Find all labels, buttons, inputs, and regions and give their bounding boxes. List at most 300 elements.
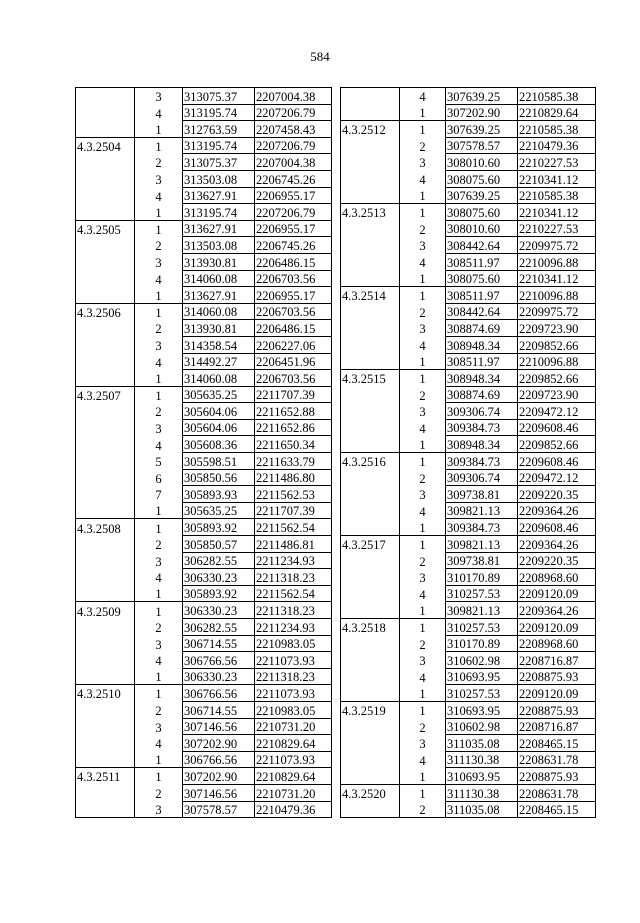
point-number-cell: 1	[155, 288, 162, 303]
table-row	[341, 154, 596, 171]
x-coordinate-cell: 309821.13	[446, 502, 518, 519]
parcel-id-cell	[76, 718, 135, 735]
y-coordinate-cell: 2208716.87	[518, 718, 596, 735]
x-coordinate-cell: 313627.91	[183, 187, 255, 204]
x-coordinate-cell: 309738.81	[446, 486, 518, 503]
x-coordinate-cell: 308511.97	[446, 287, 518, 304]
x-coordinate-cell: 310693.95	[446, 768, 518, 785]
parcel-id-cell	[76, 170, 135, 187]
table-row	[341, 768, 596, 785]
x-coordinate-cell: 305893.92	[183, 519, 255, 536]
y-coordinate-cell: 2209975.72	[518, 303, 596, 320]
table-row	[76, 585, 332, 602]
table-row	[341, 469, 596, 486]
x-coordinate-cell: 307639.25	[446, 121, 518, 138]
y-coordinate-cell: 2207458.43	[255, 121, 332, 138]
table-row	[76, 187, 332, 204]
y-coordinate-cell: 2210227.53	[518, 154, 596, 171]
x-coordinate-cell: 314060.08	[183, 270, 255, 287]
y-coordinate-cell: 2209120.09	[518, 685, 596, 702]
table-row	[76, 768, 332, 785]
x-coordinate-cell: 306714.55	[183, 701, 255, 718]
table-row	[341, 220, 596, 237]
parcel-id-cell	[76, 287, 135, 304]
table-row	[341, 104, 596, 121]
parcel-id-cell	[341, 320, 400, 337]
y-coordinate-cell: 2209852.66	[518, 336, 596, 353]
table-row	[76, 403, 332, 420]
point-number-cell: 6	[155, 471, 162, 486]
y-coordinate-cell: 2206745.26	[255, 170, 332, 187]
point-number-cell: 1	[135, 220, 183, 237]
parcel-id-cell	[341, 602, 400, 619]
table-row	[76, 287, 332, 304]
x-coordinate-cell: 307202.90	[183, 768, 255, 785]
y-coordinate-cell: 2207206.79	[255, 204, 332, 221]
point-number-cell: 7	[155, 488, 162, 503]
table-row	[341, 751, 596, 768]
y-coordinate-cell: 2210829.64	[255, 735, 332, 752]
parcel-id-cell	[341, 519, 400, 536]
point-number-cell: 2	[419, 637, 426, 652]
y-coordinate-cell: 2206703.56	[255, 303, 332, 320]
table-row	[76, 502, 332, 519]
parcel-id-cell	[76, 187, 135, 204]
x-coordinate-cell: 309821.13	[446, 602, 518, 619]
parcel-id-cell	[76, 701, 135, 718]
y-coordinate-cell: 2210479.36	[255, 801, 332, 818]
table-row	[76, 104, 332, 121]
x-coordinate-cell: 307202.90	[446, 104, 518, 121]
y-coordinate-cell: 2206703.56	[255, 270, 332, 287]
point-number-cell: 4	[419, 670, 426, 685]
x-coordinate-cell: 313627.91	[183, 287, 255, 304]
y-coordinate-cell: 2211073.93	[255, 751, 332, 768]
parcel-id-cell	[76, 536, 135, 553]
y-coordinate-cell: 2211073.93	[255, 652, 332, 669]
y-coordinate-cell: 2209852.66	[518, 436, 596, 453]
table-row	[76, 320, 332, 337]
parcel-id-cell: 4.3.2505	[76, 220, 135, 237]
table-row	[76, 88, 332, 105]
y-coordinate-cell: 2209723.90	[518, 320, 596, 337]
point-number-cell: 1	[155, 504, 162, 519]
parcel-id-cell	[341, 386, 400, 403]
table-row	[76, 552, 332, 569]
point-number-cell: 1	[135, 602, 183, 619]
point-number-cell: 1	[155, 205, 162, 220]
x-coordinate-cell: 308442.64	[446, 237, 518, 254]
table-row	[341, 685, 596, 702]
table-row	[341, 287, 596, 304]
table-row	[76, 353, 332, 370]
parcel-id-cell	[341, 635, 400, 652]
parcel-id-cell	[76, 436, 135, 453]
point-number-cell: 4	[400, 88, 446, 105]
table-row	[76, 453, 332, 470]
point-number-cell: 4	[155, 355, 162, 370]
x-coordinate-cell: 309384.73	[446, 419, 518, 436]
parcel-id-cell	[341, 718, 400, 735]
x-coordinate-cell: 305893.92	[183, 585, 255, 602]
y-coordinate-cell: 2209364.26	[518, 502, 596, 519]
y-coordinate-cell: 2206486.15	[255, 253, 332, 270]
y-coordinate-cell: 2211707.39	[255, 502, 332, 519]
parcel-id-cell	[341, 403, 400, 420]
y-coordinate-cell: 2206486.15	[255, 320, 332, 337]
table-row	[341, 303, 596, 320]
parcel-id-cell	[76, 154, 135, 171]
x-coordinate-cell: 308010.60	[446, 154, 518, 171]
point-number-cell: 1	[155, 371, 162, 386]
x-coordinate-cell: 310257.53	[446, 685, 518, 702]
point-number-cell: 4	[155, 438, 162, 453]
x-coordinate-cell: 310170.89	[446, 635, 518, 652]
y-coordinate-cell: 2206955.17	[255, 220, 332, 237]
y-coordinate-cell: 2211562.54	[255, 519, 332, 536]
parcel-id-cell: 4.3.2507	[76, 386, 135, 403]
x-coordinate-cell: 307146.56	[183, 784, 255, 801]
x-coordinate-cell: 309306.74	[446, 469, 518, 486]
y-coordinate-cell: 2211073.93	[255, 685, 332, 702]
y-coordinate-cell: 2208631.78	[518, 751, 596, 768]
table-row	[341, 204, 596, 221]
table-row	[341, 237, 596, 254]
x-coordinate-cell: 308511.97	[446, 353, 518, 370]
table-row	[341, 370, 596, 387]
point-number-cell: 1	[400, 619, 446, 636]
point-number-cell: 4	[155, 272, 162, 287]
y-coordinate-cell: 2210096.88	[518, 353, 596, 370]
table-row	[76, 652, 332, 669]
y-coordinate-cell: 2210983.05	[255, 701, 332, 718]
point-number-cell: 1	[400, 121, 446, 138]
x-coordinate-cell: 308874.69	[446, 386, 518, 403]
parcel-id-cell	[76, 585, 135, 602]
y-coordinate-cell: 2208875.93	[518, 768, 596, 785]
table-row	[76, 220, 332, 237]
y-coordinate-cell: 2211633.79	[255, 453, 332, 470]
page-number: 584	[310, 49, 330, 64]
table-row	[76, 486, 332, 503]
parcel-id-cell: 4.3.2506	[76, 303, 135, 320]
point-number-cell: 4	[419, 339, 426, 353]
point-number-cell: 1	[419, 189, 426, 204]
table-row	[76, 735, 332, 752]
table-row	[76, 370, 332, 387]
point-number-cell: 1	[419, 686, 426, 701]
x-coordinate-cell: 310257.53	[446, 619, 518, 636]
parcel-id-cell	[341, 253, 400, 270]
point-number-cell: 3	[419, 156, 426, 171]
y-coordinate-cell: 2209220.35	[518, 486, 596, 503]
table-row	[341, 718, 596, 735]
parcel-id-cell	[76, 569, 135, 586]
point-number-cell: 1	[155, 670, 162, 685]
y-coordinate-cell: 2210341.12	[518, 204, 596, 221]
x-coordinate-cell: 306282.55	[183, 619, 255, 636]
point-number-cell: 2	[419, 554, 426, 569]
table-row	[76, 121, 332, 138]
y-coordinate-cell: 2211486.80	[255, 469, 332, 486]
x-coordinate-cell: 306282.55	[183, 552, 255, 569]
point-number-cell: 4	[419, 587, 426, 602]
y-coordinate-cell: 2208875.93	[518, 668, 596, 685]
x-coordinate-cell: 314060.08	[183, 303, 255, 320]
point-number-cell: 4	[419, 753, 426, 768]
parcel-id-cell: 4.3.2517	[341, 536, 400, 553]
x-coordinate-cell: 305635.25	[183, 502, 255, 519]
table-row	[341, 536, 596, 553]
y-coordinate-cell: 2211652.86	[255, 419, 332, 436]
x-coordinate-cell: 310602.98	[446, 652, 518, 669]
x-coordinate-cell: 307578.57	[446, 137, 518, 154]
point-number-cell: 1	[155, 122, 162, 137]
table-row	[341, 419, 596, 436]
parcel-id-cell	[76, 801, 135, 818]
point-number-cell: 2	[155, 538, 162, 553]
y-coordinate-cell: 2207206.79	[255, 137, 332, 154]
point-number-cell: 2	[419, 139, 426, 154]
table-row	[76, 253, 332, 270]
parcel-id-cell	[76, 336, 135, 353]
table-row	[341, 635, 596, 652]
point-number-cell: 1	[135, 137, 183, 154]
point-number-cell: 1	[419, 769, 426, 784]
parcel-id-cell	[76, 204, 135, 221]
x-coordinate-cell: 313503.08	[183, 170, 255, 187]
table-row	[76, 303, 332, 320]
parcel-id-cell	[76, 370, 135, 387]
x-coordinate-cell: 307639.25	[446, 187, 518, 204]
x-coordinate-cell: 308511.97	[446, 253, 518, 270]
point-number-cell: 3	[419, 488, 426, 503]
y-coordinate-cell: 2210585.38	[518, 187, 596, 204]
table-row	[341, 585, 596, 602]
x-coordinate-cell: 313075.37	[183, 88, 255, 105]
x-coordinate-cell: 311035.08	[446, 735, 518, 752]
parcel-id-cell: 4.3.2518	[341, 619, 400, 636]
x-coordinate-cell: 306330.23	[183, 602, 255, 619]
x-coordinate-cell: 313930.81	[183, 253, 255, 270]
point-number-cell: 1	[419, 604, 426, 618]
x-coordinate-cell: 313627.91	[183, 220, 255, 237]
x-coordinate-cell: 310170.89	[446, 569, 518, 586]
point-number-cell: 3	[419, 571, 426, 586]
table-row	[341, 88, 596, 105]
parcel-id-cell	[341, 685, 400, 702]
y-coordinate-cell: 2209975.72	[518, 237, 596, 254]
y-coordinate-cell: 2211318.23	[255, 668, 332, 685]
x-coordinate-cell: 314358.54	[183, 336, 255, 353]
table-row	[341, 353, 596, 370]
point-number-cell: 1	[419, 272, 426, 287]
x-coordinate-cell: 305850.57	[183, 536, 255, 553]
parcel-id-cell: 4.3.2514	[341, 287, 400, 304]
y-coordinate-cell: 2207004.38	[255, 88, 332, 105]
x-coordinate-cell: 311130.38	[446, 751, 518, 768]
y-coordinate-cell: 2211486.81	[255, 536, 332, 553]
y-coordinate-cell: 2207206.79	[255, 104, 332, 121]
point-number-cell: 5	[155, 455, 162, 470]
point-number-cell: 4	[155, 106, 162, 121]
parcel-id-cell	[341, 768, 400, 785]
table-row	[76, 270, 332, 287]
y-coordinate-cell: 2210829.64	[518, 104, 596, 121]
x-coordinate-cell: 308442.64	[446, 303, 518, 320]
parcel-id-cell	[341, 88, 400, 105]
y-coordinate-cell: 2210731.20	[255, 718, 332, 735]
point-number-cell: 4	[419, 421, 426, 436]
parcel-id-cell	[76, 320, 135, 337]
parcel-id-cell: 4.3.2519	[341, 701, 400, 718]
table-row	[76, 635, 332, 652]
coordinates-table-left	[75, 87, 332, 818]
point-number-cell: 1	[419, 106, 426, 121]
table-row	[76, 602, 332, 619]
parcel-id-cell: 4.3.2509	[76, 602, 135, 619]
table-row	[76, 569, 332, 586]
table-row	[341, 652, 596, 669]
x-coordinate-cell: 306766.56	[183, 751, 255, 768]
y-coordinate-cell: 2209472.12	[518, 403, 596, 420]
x-coordinate-cell: 308948.34	[446, 336, 518, 353]
x-coordinate-cell: 313195.74	[183, 137, 255, 154]
parcel-id-cell	[76, 353, 135, 370]
parcel-id-cell	[76, 237, 135, 254]
point-number-cell: 1	[155, 587, 162, 602]
table-row	[76, 204, 332, 221]
parcel-id-cell	[341, 270, 400, 287]
table-row	[341, 253, 596, 270]
table-row	[76, 619, 332, 636]
y-coordinate-cell: 2208875.93	[518, 701, 596, 718]
point-number-cell: 2	[155, 156, 162, 171]
parcel-id-cell	[76, 453, 135, 470]
parcel-id-cell	[341, 419, 400, 436]
parcel-id-cell: 4.3.2520	[341, 784, 400, 801]
y-coordinate-cell: 2208465.15	[518, 735, 596, 752]
x-coordinate-cell: 307578.57	[183, 801, 255, 818]
table-row	[76, 419, 332, 436]
y-coordinate-cell: 2209364.26	[518, 602, 596, 619]
table-row	[341, 403, 596, 420]
parcel-id-cell	[76, 104, 135, 121]
table-row	[76, 685, 332, 702]
point-number-cell: 2	[155, 621, 162, 636]
y-coordinate-cell: 2208631.78	[518, 784, 596, 801]
x-coordinate-cell: 305598.51	[183, 453, 255, 470]
x-coordinate-cell: 312763.59	[183, 121, 255, 138]
parcel-id-cell	[341, 154, 400, 171]
x-coordinate-cell: 305604.06	[183, 419, 255, 436]
table-row	[341, 801, 596, 818]
table-row	[341, 502, 596, 519]
point-number-cell: 4	[419, 504, 426, 519]
parcel-id-cell	[341, 652, 400, 669]
parcel-id-cell: 4.3.2504	[76, 137, 135, 154]
parcel-id-cell	[76, 635, 135, 652]
y-coordinate-cell: 2210341.12	[518, 170, 596, 187]
y-coordinate-cell: 2211562.53	[255, 486, 332, 503]
y-coordinate-cell: 2208968.60	[518, 635, 596, 652]
parcel-id-cell	[341, 303, 400, 320]
x-coordinate-cell: 309384.73	[446, 519, 518, 536]
point-number-cell: 3	[155, 339, 162, 353]
x-coordinate-cell: 308010.60	[446, 220, 518, 237]
parcel-id-cell	[341, 585, 400, 602]
parcel-id-cell	[341, 137, 400, 154]
parcel-id-cell	[341, 502, 400, 519]
parcel-id-cell	[76, 652, 135, 669]
y-coordinate-cell: 2210341.12	[518, 270, 596, 287]
x-coordinate-cell: 308874.69	[446, 320, 518, 337]
parcel-id-cell	[76, 469, 135, 486]
parcel-id-cell	[76, 552, 135, 569]
point-number-cell: 4	[155, 189, 162, 204]
point-number-cell: 3	[419, 239, 426, 254]
y-coordinate-cell: 2209120.09	[518, 619, 596, 636]
parcel-id-cell	[341, 353, 400, 370]
parcel-id-cell	[341, 552, 400, 569]
table-row	[76, 170, 332, 187]
x-coordinate-cell: 311035.08	[446, 801, 518, 818]
y-coordinate-cell: 2211707.39	[255, 386, 332, 403]
x-coordinate-cell: 306766.56	[183, 652, 255, 669]
y-coordinate-cell: 2208465.15	[518, 801, 596, 818]
point-number-cell: 1	[135, 768, 183, 785]
parcel-id-cell	[341, 220, 400, 237]
x-coordinate-cell: 307202.90	[183, 735, 255, 752]
point-number-cell: 3	[135, 88, 183, 105]
x-coordinate-cell: 314060.08	[183, 370, 255, 387]
parcel-id-cell	[341, 486, 400, 503]
parcel-id-cell	[76, 403, 135, 420]
parcel-id-cell	[76, 735, 135, 752]
x-coordinate-cell: 305604.06	[183, 403, 255, 420]
x-coordinate-cell: 309738.81	[446, 552, 518, 569]
y-coordinate-cell: 2206745.26	[255, 237, 332, 254]
point-number-cell: 1	[400, 204, 446, 221]
y-coordinate-cell: 2207004.38	[255, 154, 332, 171]
point-number-cell: 1	[400, 370, 446, 387]
y-coordinate-cell: 2209723.90	[518, 386, 596, 403]
table-row	[341, 320, 596, 337]
parcel-id-cell	[341, 751, 400, 768]
x-coordinate-cell: 308948.34	[446, 436, 518, 453]
point-number-cell: 2	[155, 322, 162, 337]
y-coordinate-cell: 2211234.93	[255, 552, 332, 569]
y-coordinate-cell: 2206955.17	[255, 187, 332, 204]
x-coordinate-cell: 305635.25	[183, 386, 255, 403]
table-row	[341, 270, 596, 287]
table-row	[341, 569, 596, 586]
parcel-id-cell	[341, 668, 400, 685]
parcel-id-cell	[76, 784, 135, 801]
parcel-id-cell	[76, 486, 135, 503]
y-coordinate-cell: 2210096.88	[518, 287, 596, 304]
x-coordinate-cell: 308075.60	[446, 270, 518, 287]
y-coordinate-cell: 2211562.54	[255, 585, 332, 602]
table-row	[341, 336, 596, 353]
table-row	[341, 552, 596, 569]
x-coordinate-cell: 309384.73	[446, 453, 518, 470]
table-row	[341, 386, 596, 403]
parcel-id-cell	[76, 619, 135, 636]
parcel-id-cell: 4.3.2508	[76, 519, 135, 536]
parcel-id-cell	[76, 502, 135, 519]
y-coordinate-cell: 2209472.12	[518, 469, 596, 486]
